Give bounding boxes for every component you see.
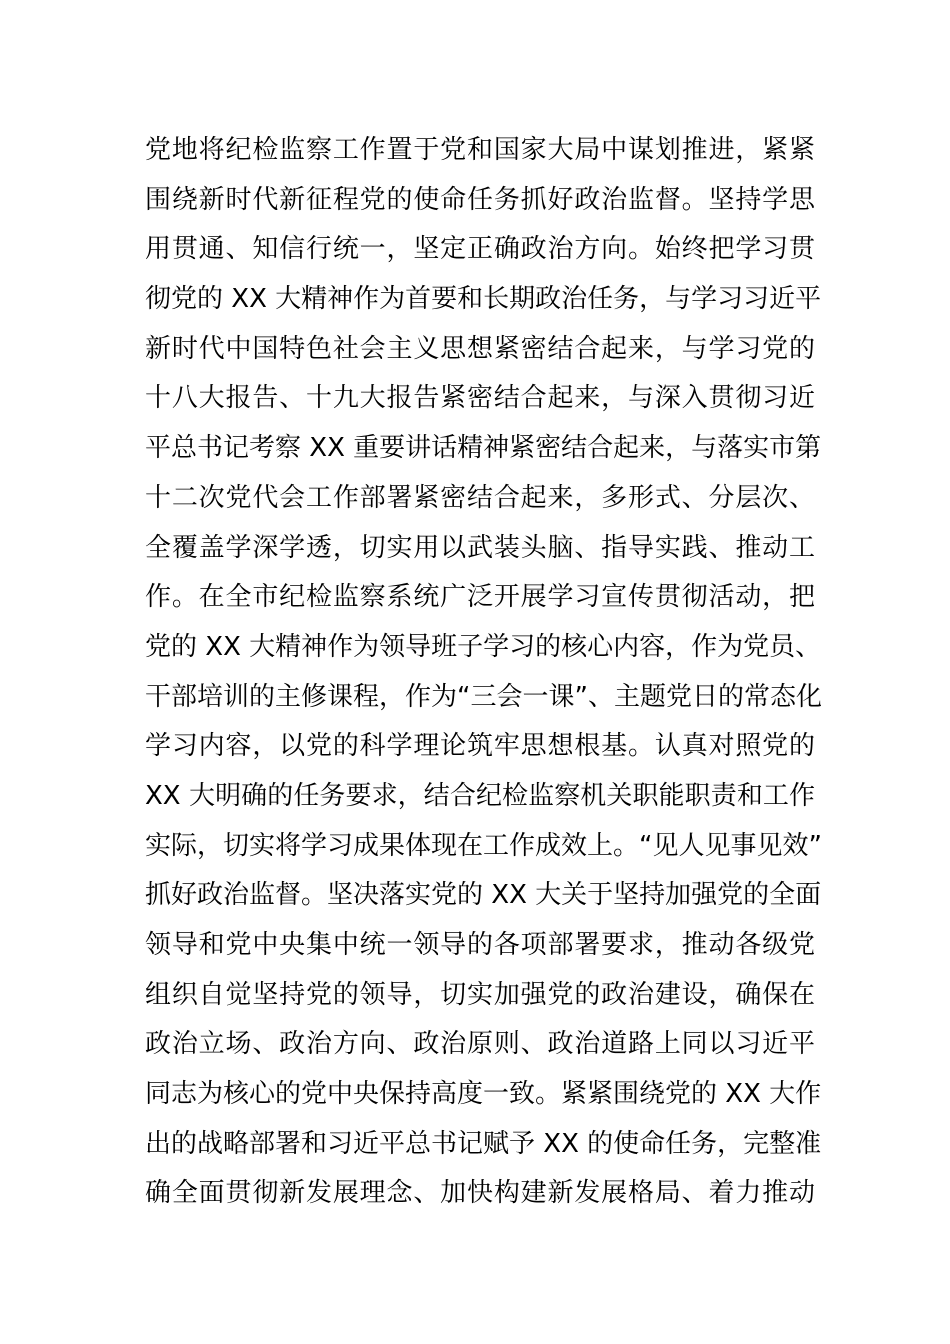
text-line: 组织自觉坚持党的领导，切实加强党的政治建设，确保在 bbox=[145, 979, 815, 1010]
text-line: 抓好政治监督。坚决落实党的 XX 大关于坚持加强党的全面 bbox=[145, 880, 822, 911]
text-line: 围绕新时代新征程党的使命任务抓好政治监督。坚持学思 bbox=[145, 184, 815, 215]
text-line: 全覆盖学深学透，切实用以武装头脑、指导实践、推动工 bbox=[145, 532, 815, 563]
text-line: 同志为核心的党中央保持高度一致。紧紧围绕党的 XX 大作 bbox=[145, 1079, 822, 1110]
text-line: 政治立场、政治方向、政治原则、政治道路上同以习近平 bbox=[145, 1029, 815, 1060]
text-line: 平总书记考察 XX 重要讲话精神紧密结合起来，与落实市第 bbox=[145, 433, 822, 464]
text-line: 十八大报告、十九大报告紧密结合起来，与深入贯彻习近 bbox=[145, 383, 815, 414]
body-paragraph bbox=[145, 126, 822, 1219]
text-line: 确全面贯彻新发展理念、加快构建新发展格局、着力推动 bbox=[145, 1178, 815, 1209]
text-line: 彻党的 XX 大精神作为首要和长期政治任务，与学习习近平 bbox=[145, 284, 822, 315]
text-line: 十二次党代会工作部署紧密结合起来，多形式、分层次、 bbox=[145, 482, 815, 513]
text-line: 领导和党中央集中统一领导的各项部署要求，推动各级党 bbox=[145, 930, 815, 960]
text-line: XX 大明确的任务要求，结合纪检监察机关职能职责和工作 bbox=[145, 780, 815, 811]
text-line: 党的 XX 大精神作为领导班子学习的核心内容，作为党员、 bbox=[145, 631, 822, 662]
text-line: 用贯通、知信行统一，坚定正确政治方向。始终把学习贯 bbox=[145, 234, 815, 265]
text-line: 干部培训的主修课程，作为“三会一课”、主题党日的常态化 bbox=[145, 681, 822, 712]
text-line: 党地将纪检监察工作置于党和国家大局中谋划推进，紧紧 bbox=[145, 135, 815, 165]
text-line: 新时代中国特色社会主义思想紧密结合起来，与学习党的 bbox=[145, 333, 815, 364]
text-line: 学习内容，以党的科学理论筑牢思想根基。认真对照党的 bbox=[145, 731, 815, 762]
text-line: 实际，切实将学习成果体现在工作成效上。“见人见事见效” bbox=[145, 830, 822, 861]
text-line: 出的战略部署和习近平总书记赋予 XX 的使命任务，完整准 bbox=[145, 1128, 822, 1159]
text-line: 作。在全市纪检监察系统广泛开展学习宣传贯彻活动，把 bbox=[145, 582, 815, 613]
